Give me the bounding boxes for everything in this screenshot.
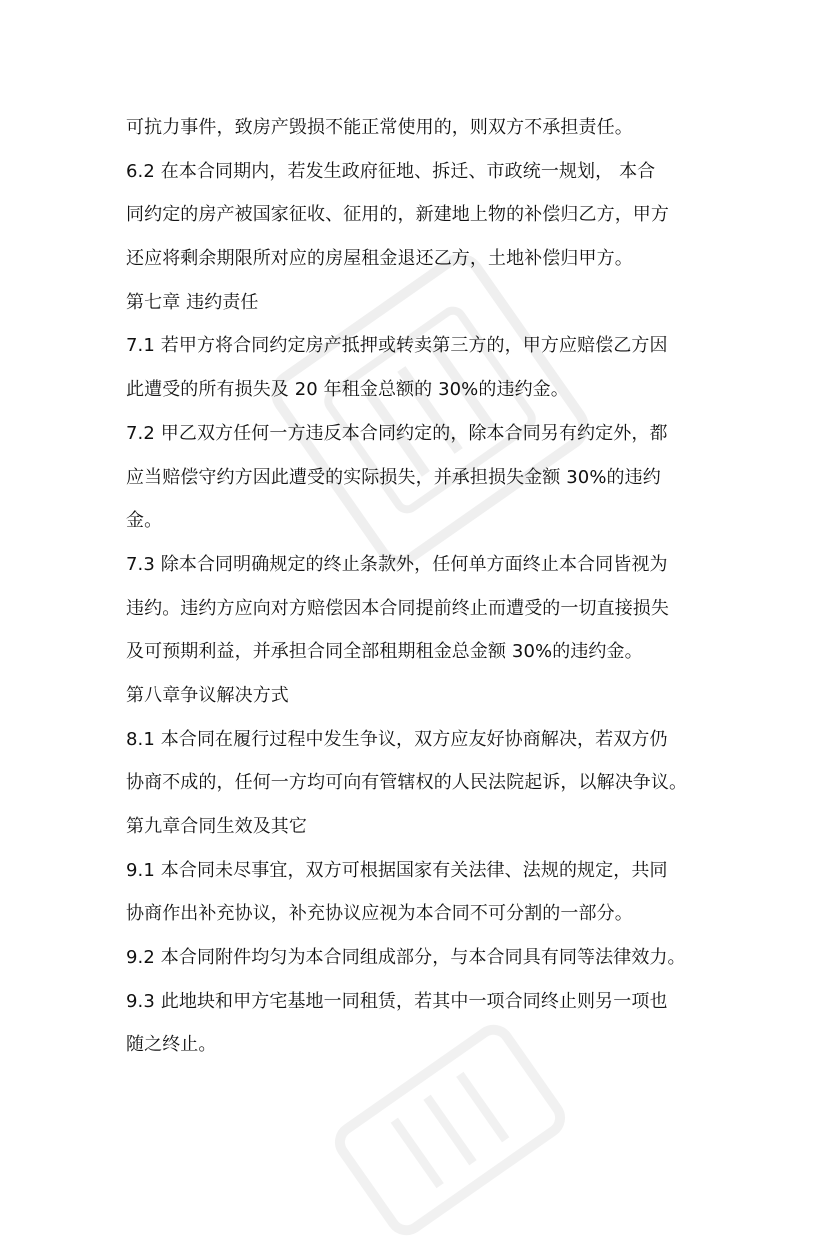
clause-6-2: 6.2 在本合同期内，若发生政府征地、拆迁、市政统一规划， 本合 [126, 160, 656, 182]
clause-9-2: 9.2 本合同附件均匀为本合同组成部分，与本合同具有同等法律效力。 [126, 947, 686, 969]
chapter-8-heading: 第八章争议解决方式 [126, 684, 289, 706]
text-line: 金。 [126, 510, 163, 532]
clause-7-2: 7.2 甲乙双方任何一方违反本合同约定的，除本合同另有约定外，都 [126, 422, 668, 444]
chapter-7-heading: 第七章 违约责任 [126, 291, 259, 313]
text-line: 还应将剩余期限所对应的房屋租金退还乙方，土地补偿归甲方。 [126, 248, 633, 270]
text-line: 同约定的房产被国家征收、征用的，新建地上物的补偿归乙方，甲方 [126, 204, 669, 226]
clause-9-1: 9.1 本合同未尽事宜，双方可根据国家有关法律、法规的规定，共同 [126, 859, 668, 881]
text-line: 可抗力事件，致房产毁损不能正常使用的，则双方不承担责任。 [126, 117, 633, 138]
clause-9-3: 9.3 此地块和甲方宅基地一同租赁，若其中一项合同终止则另一项也 [126, 990, 668, 1012]
text-line: 应当赔偿守约方因此遭受的实际损失，并承担损失金额 30%的违约 [126, 466, 661, 488]
clause-7-3: 7.3 除本合同明确规定的终止条款外，任何单方面终止本合同皆视为 [126, 553, 668, 575]
clause-7-1: 7.1 若甲方将合同约定房产抵押或转卖第三方的，甲方应赔偿乙方因 [126, 335, 668, 357]
chapter-9-heading: 第九章合同生效及其它 [126, 816, 307, 837]
text-line: 随之终止。 [126, 1034, 217, 1056]
text-line: 此遭受的所有损失及 20 年租金总额的 30%的违约金。 [126, 379, 569, 401]
text-line: 及可预期利益，并承担合同全部租期租金总金额 30%的违约金。 [126, 641, 643, 663]
clause-8-1: 8.1 本合同在履行过程中发生争议，双方应友好协商解决，若双方仍 [126, 728, 668, 750]
text-line: 协商不成的，任何一方均可向有管辖权的人民法院起诉，以解决争议。 [126, 772, 688, 794]
text-line: 协商作出补充协议，补充协议应视为本合同不可分割的一部分。 [126, 903, 633, 925]
document-body [126, 106, 726, 1067]
text-line: 违约。违约方应向对方赔偿因本合同提前终止而遭受的一切直接损失 [126, 597, 669, 619]
